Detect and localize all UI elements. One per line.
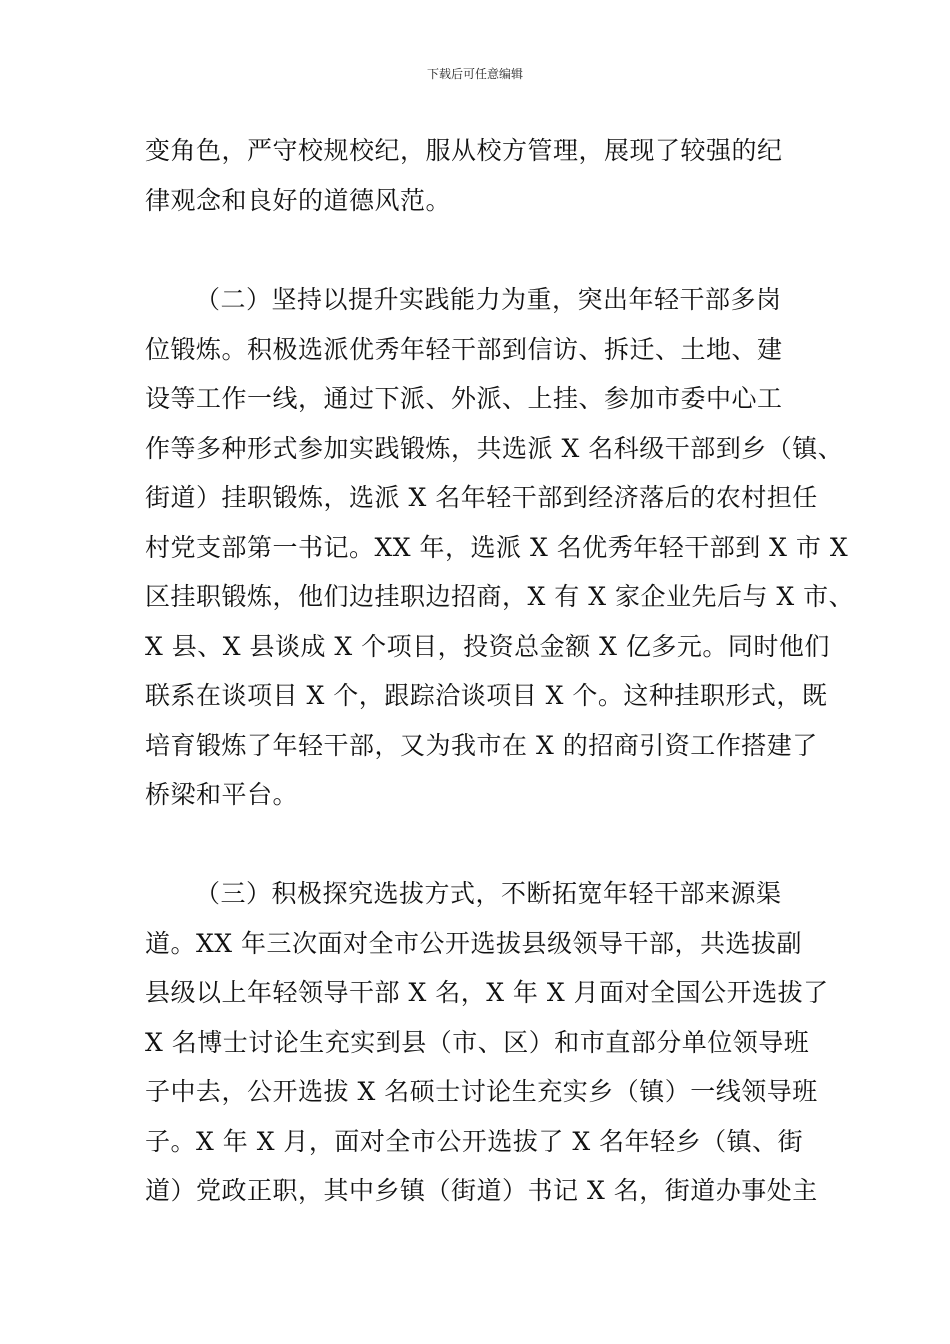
body-text-line: 子。X 年 X 月，面对全市公开选拔了 X 名年轻乡（镇、街	[145, 1127, 804, 1156]
body-text-line: 律观念和良好的道德风范。	[145, 186, 452, 215]
body-text-line: 区挂职锻炼，他们边挂职边招商，X 有 X 家企业先后与 X 市、	[145, 582, 855, 611]
body-text-line: 道）党政正职，其中乡镇（街道）书记 X 名，街道办事处主	[145, 1176, 818, 1205]
paragraph-heading-line: （二）坚持以提升实践能力为重，突出年轻干部多岗	[195, 285, 782, 314]
body-text-line: 培育锻炼了年轻干部，又为我市在 X 的招商引资工作搭建了	[145, 731, 818, 760]
body-text-line: X 县、X 县谈成 X 个项目，投资总金额 X 亿多元。同时他们	[145, 632, 830, 661]
paragraph-heading-line: （三）积极探究选拔方式，不断拓宽年轻干部来源渠	[195, 879, 782, 908]
body-text-line: 村党支部第一书记。XX 年，选派 X 名优秀年轻干部到 X 市 X	[145, 533, 849, 562]
body-text-line: 位锻炼。积极选派优秀年轻干部到信访、拆迁、土地、建	[145, 335, 783, 364]
body-text-line: 变角色，严守校规校纪，服从校方管理，展现了较强的纪	[145, 136, 783, 165]
body-text-line: 作等多种形式参加实践锻炼，共选派 X 名科级干部到乡（镇、	[145, 434, 844, 463]
body-text-line: 县级以上年轻领导干部 X 名，X 年 X 月面对全国公开选拔了	[145, 978, 829, 1007]
page-header-note: 下载后可任意编辑	[426, 67, 523, 81]
body-text-line: 街道）挂职锻炼，选派 X 名年轻干部到经济落后的农村担任	[145, 483, 818, 512]
body-text-line: 子中去，公开选拔 X 名硕士讨论生充实乡（镇）一线领导班	[145, 1077, 818, 1106]
body-text-line: 道。XX 年三次面对全市公开选拔县级领导干部，共选拔副	[145, 929, 803, 958]
body-text-line: 桥梁和平台。	[145, 780, 299, 809]
body-text-line: 联系在谈项目 X 个，跟踪洽谈项目 X 个。这种挂职形式，既	[145, 681, 828, 710]
body-text-line: 设等工作一线，通过下派、外派、上挂、参加市委中心工	[145, 384, 783, 413]
body-text-line: X 名博士讨论生充实到县（市、区）和市直部分单位领导班	[145, 1028, 810, 1057]
